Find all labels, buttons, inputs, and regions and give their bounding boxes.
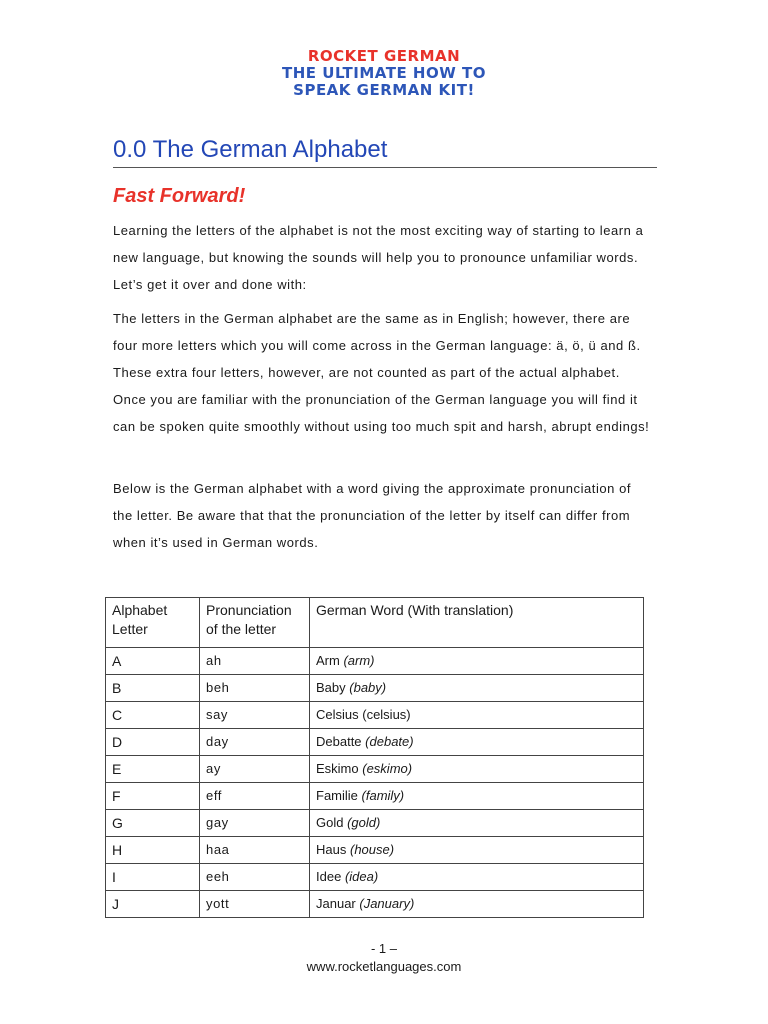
page-title: 0.0 The German Alphabet bbox=[113, 136, 388, 163]
logo-line-1: ROCKET GERMAN bbox=[307, 47, 461, 65]
english-translation: (house) bbox=[349, 842, 395, 857]
table-row bbox=[106, 702, 644, 729]
row-letter: I bbox=[106, 864, 200, 891]
table-row bbox=[106, 648, 644, 675]
german-word: Celsius (celsius) bbox=[316, 707, 411, 722]
table-row bbox=[106, 891, 644, 918]
alphabet-table bbox=[105, 597, 644, 918]
german-word: Eskimo bbox=[316, 761, 359, 776]
row-pronunciation: haa bbox=[200, 837, 310, 864]
table-intro-paragraph: Below is the German alphabet with a word giving the approximate pronunciation of the letter. Be aware that that the pronunciation of the letter by itself can differ from when it’s used in German words. bbox=[113, 481, 632, 550]
table-row bbox=[106, 783, 644, 810]
table-row bbox=[106, 675, 644, 702]
english-translation: (debate) bbox=[365, 734, 414, 749]
page-footer bbox=[0, 940, 768, 976]
german-word: Januar bbox=[316, 896, 356, 911]
row-letter: J bbox=[106, 891, 200, 918]
header-alphabet-letter: Alphabet Letter bbox=[106, 598, 200, 648]
german-word: Haus bbox=[316, 842, 347, 857]
row-german-word bbox=[310, 783, 644, 810]
table-row bbox=[106, 837, 644, 864]
english-translation: (family) bbox=[361, 788, 405, 803]
row-letter: G bbox=[106, 810, 200, 837]
german-word: Baby bbox=[316, 680, 346, 695]
german-word: Idee bbox=[316, 869, 342, 884]
row-pronunciation: yott bbox=[200, 891, 310, 918]
row-german-word bbox=[310, 675, 644, 702]
row-letter: F bbox=[106, 783, 200, 810]
table-row bbox=[106, 810, 644, 837]
row-german-word bbox=[310, 837, 644, 864]
english-translation: (January) bbox=[359, 896, 415, 911]
table-row bbox=[106, 864, 644, 891]
english-translation: (arm) bbox=[343, 653, 375, 668]
row-letter: B bbox=[106, 675, 200, 702]
section-subtitle: Fast Forward! bbox=[113, 185, 246, 207]
header-german-word: German Word (With translation) bbox=[310, 598, 644, 648]
english-translation: (baby) bbox=[349, 680, 387, 695]
footer-url: www.rocketlanguages.com bbox=[306, 959, 462, 974]
row-letter: H bbox=[106, 837, 200, 864]
row-german-word bbox=[310, 756, 644, 783]
intro-paragraph: Learning the letters of the alphabet is not the most exciting way of starting to learn a new language, but knowing the sounds will help you to pronounce unfamiliar words. Let’s get it over and done with: bbox=[113, 223, 644, 292]
row-letter: C bbox=[106, 702, 200, 729]
logo-line-3: SPEAK GERMAN KIT! bbox=[293, 81, 475, 99]
german-word: Familie bbox=[316, 788, 358, 803]
row-pronunciation: say bbox=[200, 702, 310, 729]
table-header-row bbox=[106, 598, 644, 648]
row-pronunciation: ay bbox=[200, 756, 310, 783]
row-pronunciation: beh bbox=[200, 675, 310, 702]
german-word: Gold bbox=[316, 815, 344, 830]
row-letter: D bbox=[106, 729, 200, 756]
row-german-word bbox=[310, 891, 644, 918]
row-letter: A bbox=[106, 648, 200, 675]
title-divider bbox=[113, 167, 657, 168]
row-german-word bbox=[310, 729, 644, 756]
german-word: Debatte bbox=[316, 734, 362, 749]
english-translation: (eskimo) bbox=[362, 761, 413, 776]
row-letter: E bbox=[106, 756, 200, 783]
row-pronunciation: eff bbox=[200, 783, 310, 810]
row-german-word bbox=[310, 864, 644, 891]
page-number: - 1 – bbox=[370, 941, 397, 956]
table-row bbox=[106, 756, 644, 783]
row-german-word bbox=[310, 810, 644, 837]
row-pronunciation: ah bbox=[200, 648, 310, 675]
rocket-german-logo bbox=[0, 48, 768, 99]
english-translation: (gold) bbox=[347, 815, 381, 830]
row-pronunciation: day bbox=[200, 729, 310, 756]
table-row bbox=[106, 729, 644, 756]
row-german-word bbox=[310, 702, 644, 729]
german-word: Arm bbox=[316, 653, 340, 668]
header-pronunciation: Pronunciation of the letter bbox=[200, 598, 310, 648]
extra-letters-paragraph: The letters in the German alphabet are the same as in English; however, there are four more letters which you will come across in the German language: ä, ö, ü and ß. These extra four letters, however, are not counted as part of the actual alphabet. Once you are familiar with the pronunciation of the German language you will find it can be spoken quite smoothly without using too much spit and harsh, abrupt endings! bbox=[113, 311, 650, 434]
row-german-word bbox=[310, 648, 644, 675]
row-pronunciation: gay bbox=[200, 810, 310, 837]
english-translation: (idea) bbox=[344, 869, 379, 884]
row-pronunciation: eeh bbox=[200, 864, 310, 891]
logo-line-2: THE ULTIMATE HOW TO bbox=[282, 64, 486, 82]
